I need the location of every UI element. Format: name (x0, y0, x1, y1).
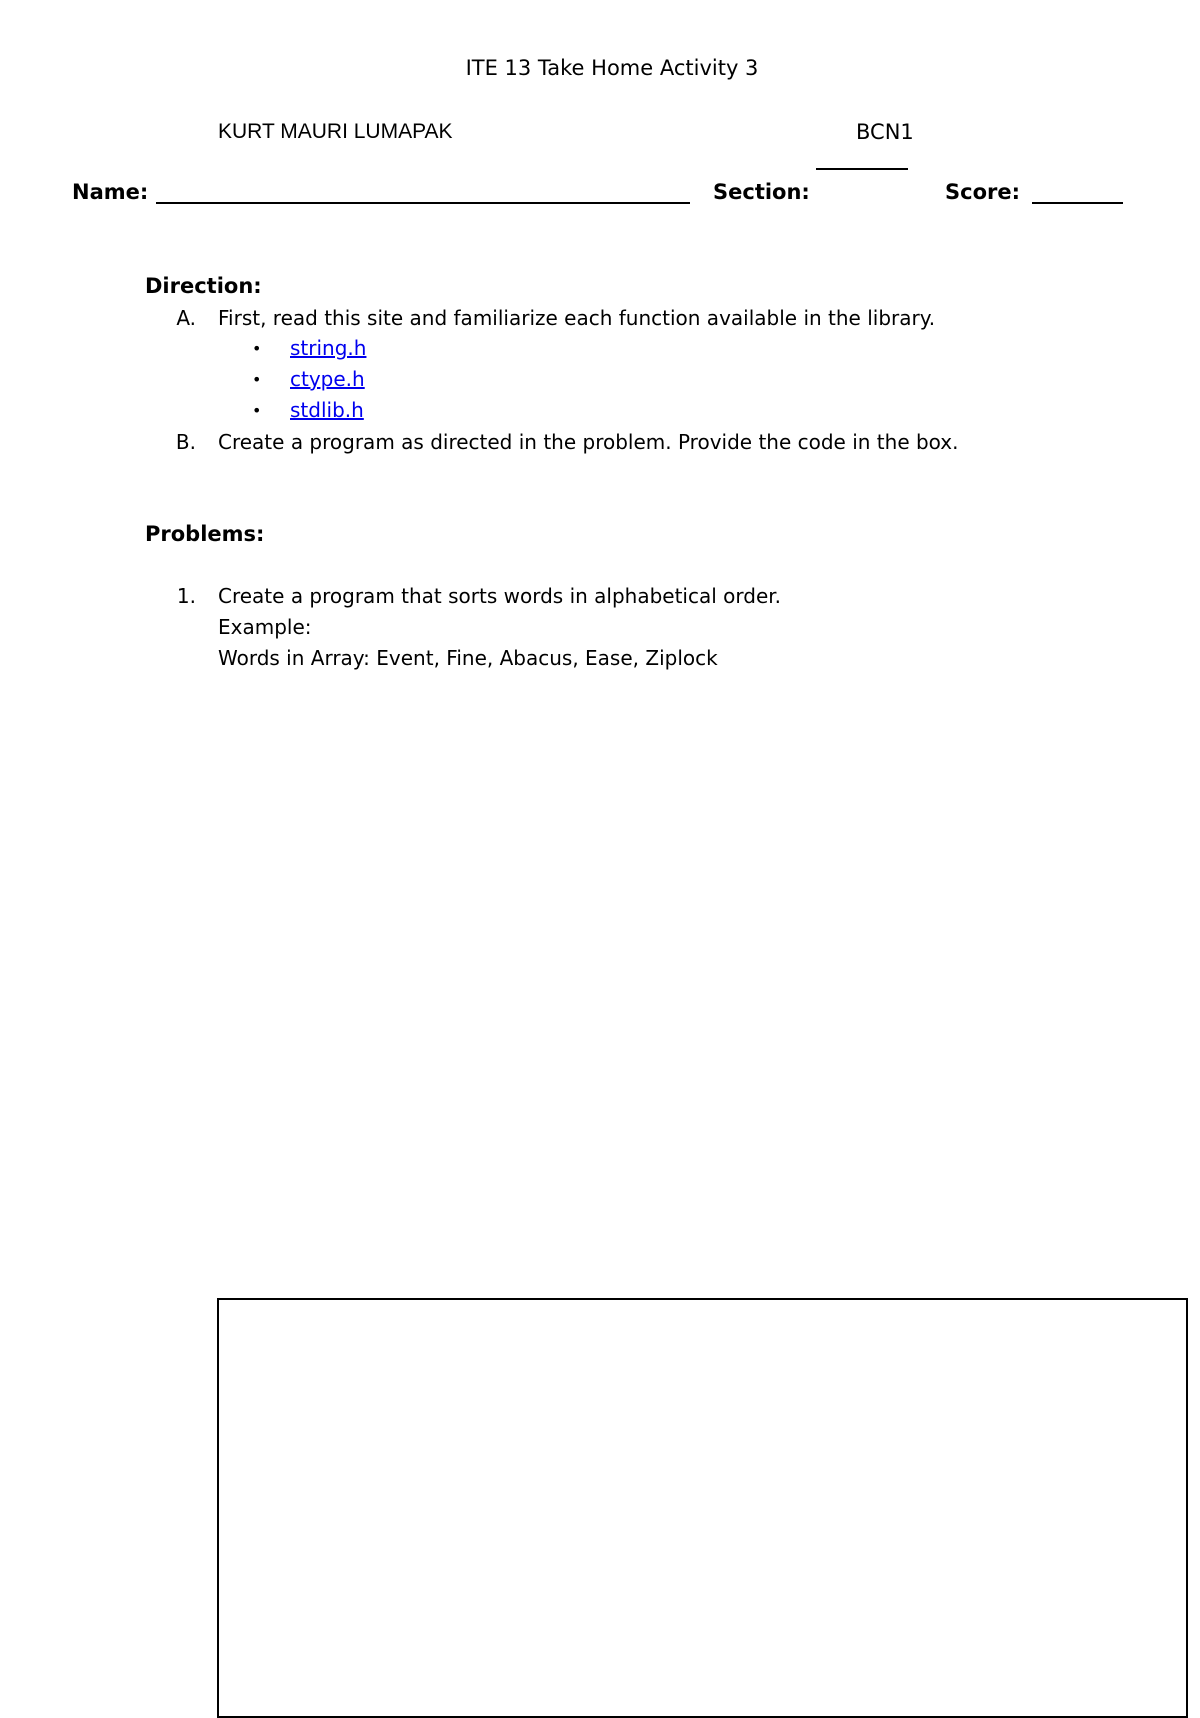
bullet-icon: • (252, 339, 262, 358)
problem-1-example-text: Words in Array: Event, Fine, Abacus, Ease, Ziplock (218, 646, 718, 670)
link-string-h[interactable]: string.h (290, 336, 367, 360)
problem-1-text: Create a program that sorts words in alphabetical order. (218, 584, 782, 608)
problems-heading: Problems: (145, 522, 265, 546)
section-underline (816, 168, 908, 170)
link-stdlib-h[interactable]: stdlib.h (290, 398, 364, 422)
bullet-icon: • (252, 401, 262, 420)
direction-a-marker: A. (176, 306, 196, 330)
bullet-icon: • (252, 370, 262, 389)
name-blank-line[interactable] (156, 202, 690, 204)
link-ctype-h[interactable]: ctype.h (290, 367, 365, 391)
problem-1-marker: 1. (176, 584, 196, 608)
direction-a-text: First, read this site and familiarize each function available in the library. (218, 306, 936, 330)
problem-1-example-label: Example: (218, 615, 312, 639)
direction-b-marker: B. (175, 430, 196, 454)
direction-b-text: Create a program as directed in the problem. Provide the code in the box. (218, 430, 959, 454)
score-label: Score: (945, 180, 1020, 204)
student-section-value: BCN1 (856, 120, 914, 144)
code-answer-box[interactable] (217, 1298, 1188, 1718)
student-name-value: KURT MAURI LUMAPAK (218, 120, 453, 143)
section-label: Section: (713, 180, 810, 204)
direction-heading: Direction: (145, 274, 262, 298)
name-label: Name: (72, 180, 149, 204)
score-blank-line[interactable] (1032, 202, 1123, 204)
document-title: ITE 13 Take Home Activity 3 (465, 56, 759, 80)
